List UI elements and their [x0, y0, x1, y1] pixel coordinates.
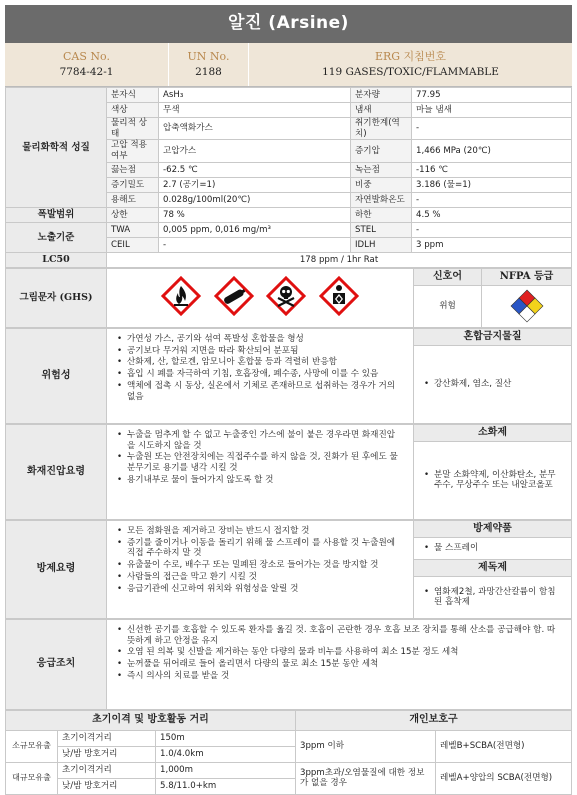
fire-section-label: 화재진압요령	[6, 424, 107, 519]
hazard-section-label: 위험성	[6, 328, 107, 423]
fire-list	[107, 424, 414, 519]
list-item: • 흡입 시 폐를 자극하여 기침, 호흡장애, 폐수종, 사망에 이를 수 있음	[117, 369, 403, 380]
stel-value: -	[412, 222, 572, 237]
ceil-key: CEIL	[107, 237, 159, 252]
large-spill-label: 대규모유출	[6, 762, 58, 794]
prop-value: 압축액화가스	[159, 118, 351, 140]
list-item: • 모든 점화원을 제거하고 장비는 반드시 접지할 것	[117, 526, 403, 537]
extinguisher-header: 소화제	[414, 424, 572, 441]
ghs-table	[5, 268, 572, 328]
signal-word-header: 신호어	[414, 268, 482, 285]
prop-value: 0.028g/100ml(20℃)	[159, 192, 351, 207]
prop-key: 증기압	[351, 140, 412, 162]
prop-key: 색상	[107, 103, 159, 118]
distance-value: 1.0/4.0km	[156, 746, 296, 762]
prop-value: 마늘 냄새	[412, 103, 572, 118]
prop-key: 녹는점	[351, 162, 412, 177]
flame-pictogram-icon	[161, 276, 201, 316]
prop-key: 물리적 상태	[107, 118, 159, 140]
ppe-level: 레벨A+양압의 SCBA(전면형)	[436, 762, 572, 794]
distance-value: 150m	[156, 730, 296, 746]
distance-value: 5.8/11.0+km	[156, 778, 296, 794]
erg-value: 119 GASES/TOXIC/FLAMMABLE	[322, 65, 499, 78]
protect-section-label: 방제요령	[6, 520, 107, 618]
small-spill-label: 소규모유출	[6, 730, 58, 762]
idlh-value: 3 ppm	[412, 237, 572, 252]
properties-table	[5, 87, 572, 268]
prop-key: 증기밀도	[107, 177, 159, 192]
list-item: • 즉시 의사의 치료를 받을 것	[117, 671, 561, 682]
prop-value: AsH₃	[159, 88, 351, 103]
prop-key: 고압 적용 여부	[107, 140, 159, 162]
erg-block	[249, 43, 572, 86]
prop-value: 3.186 (물=1)	[412, 177, 572, 192]
explosion-upper-value: 78 %	[159, 207, 351, 222]
prop-key: 분자식	[107, 88, 159, 103]
twa-key: TWA	[107, 222, 159, 237]
list-item: • 물 스프레이	[424, 543, 561, 554]
physchem-section-label: 물리화학적 성질	[6, 88, 107, 208]
cas-value: 7784-42-1	[59, 65, 114, 78]
list-item: • 오염 된 의복 및 신발을 제거하는 동안 다량의 물과 비누를 사용하여 최소 15분 정도 세척	[117, 647, 561, 658]
prop-value: 1,466 MPa (20℃)	[412, 140, 572, 162]
ppe-level: 레벨B+SCBA(전면형)	[436, 730, 572, 762]
prop-value: 무색	[159, 103, 351, 118]
protect-table	[5, 520, 572, 619]
distance-key: 초기이격거리	[58, 730, 156, 746]
explosion-lower-value: 4.5 %	[412, 207, 572, 222]
list-item: • 누출을 멈추게 할 수 없고 누출중인 가스에 불이 붙은 경우라면 화재진압을 시도하지 않을 것	[117, 430, 403, 451]
prop-key: 자연발화온도	[351, 192, 412, 207]
control-agent-list	[414, 537, 572, 559]
prop-key: 분자량	[351, 88, 412, 103]
page-title: 알진 (Arsine)	[5, 5, 572, 43]
distance-key: 낮/밤 방호거리	[58, 746, 156, 762]
fire-table	[5, 424, 572, 520]
list-item: • 응급기관에 신고하여 위치와 위험성을 알릴 것	[117, 584, 403, 595]
distance-header: 초기이격 및 방호활동 거리	[6, 710, 296, 730]
list-item: • 공기보다 무거워 지면을 따라 확산되어 분포됨	[117, 346, 403, 357]
cas-block	[5, 43, 169, 86]
list-item: • 누출원 또는 안전장치에는 직접주수를 하지 않을 것, 진화가 된 후에도 물분무기로 용기를 냉각 시킬 것	[117, 452, 403, 473]
incompatible-list	[414, 345, 572, 423]
ghs-pictograms	[107, 268, 414, 327]
firstaid-list	[107, 619, 572, 709]
ghs-section-label: 그림문자 (GHS)	[6, 268, 107, 327]
list-item: • 사람들의 접근을 막고 환기 시킬 것	[117, 572, 403, 583]
prop-key: 끓는점	[107, 162, 159, 177]
ppe-condition: 3ppm 이하	[296, 730, 436, 762]
decontaminant-list	[414, 576, 572, 618]
prop-value: 2.7 (공기=1)	[159, 177, 351, 192]
prop-value: -116 ℃	[412, 162, 572, 177]
prop-key: 취기한계(역치)	[351, 118, 412, 140]
idlh-key: IDLH	[351, 237, 412, 252]
un-label: UN No.	[187, 50, 230, 64]
list-item: • 강산화제, 염소, 질산	[424, 379, 561, 390]
prop-value: -	[412, 118, 572, 140]
prop-value: -62.5 ℃	[159, 162, 351, 177]
hazard-list	[107, 328, 414, 423]
ceil-value: -	[159, 237, 351, 252]
firstaid-section-label: 응급조치	[6, 619, 107, 709]
ppe-header: 개인보호구	[296, 710, 572, 730]
explosion-lower-key: 하한	[351, 207, 412, 222]
skull-crossbones-pictogram-icon	[266, 276, 306, 316]
extinguisher-list	[414, 441, 572, 519]
exposure-section-label: 노출기준	[6, 222, 107, 252]
hazard-table	[5, 328, 572, 424]
erg-label: ERG 지침번호	[374, 50, 447, 64]
twa-value: 0,005 ppm, 0,016 mg/m³	[159, 222, 351, 237]
distance-key: 초기이격거리	[58, 762, 156, 778]
nfpa-header: NFPA 등급	[482, 268, 572, 285]
prop-value: 고압가스	[159, 140, 351, 162]
list-item: • 산화제, 산, 할로겐, 암모니아 혼합물 등과 격렬히 반응함	[117, 357, 403, 368]
prop-key: 비중	[351, 177, 412, 192]
list-item: • 염화제2철, 과망간산칼륨이 함침된 흡착제	[424, 587, 561, 608]
un-value: 2188	[195, 65, 222, 78]
protect-list	[107, 520, 414, 618]
list-item: • 눈꺼풀을 뒤어래로 들어 올리면서 다량의 물로 최소 15분 동안 세척	[117, 659, 561, 670]
firstaid-table	[5, 619, 572, 710]
distance-value: 1,000m	[156, 762, 296, 778]
cas-label: CAS No.	[63, 50, 110, 64]
distance-key: 낮/밤 방호거리	[58, 778, 156, 794]
prop-key: 용해도	[107, 192, 159, 207]
list-item: • 신선한 공기를 호흡할 수 있도록 환자를 옮길 것. 호흡이 곤란한 경우 호흡 보조 장치를 통해 산소를 공급해야 함. 따뜻하게 하고 안정을 유지	[117, 625, 561, 646]
list-item: • 분말 소화약제, 이산화탄소, 분무주수, 무상주수 또는 내알코올포	[424, 470, 561, 491]
explosion-section-label: 폭발범위	[6, 207, 107, 222]
list-item: • 액체에 접촉 시 동상, 실온에서 기체로 존재하므로 섭취하는 경우가 거의 없음	[117, 381, 403, 402]
stel-key: STEL	[351, 222, 412, 237]
un-block	[169, 43, 249, 86]
gas-cylinder-pictogram-icon	[214, 276, 254, 316]
distance-ppe-table	[5, 710, 572, 795]
list-item: • 증기를 줄이거나 이동을 돌리기 위해 물 스프레이 를 사용할 것 누출원에 직접 주수하지 말 것	[117, 538, 403, 559]
msds-sheet	[5, 5, 572, 795]
decontaminant-header: 제독제	[414, 559, 572, 576]
identifier-bar	[5, 43, 572, 87]
prop-value: -	[412, 192, 572, 207]
lc50-section-label: LC50	[6, 252, 107, 267]
incompatible-header: 혼합금지물질	[414, 328, 572, 345]
list-item: • 가연성 가스, 공기와 섞여 폭발성 혼합물을 형성	[117, 334, 403, 345]
nfpa-diamond-icon	[482, 285, 572, 327]
list-item: • 유출물이 수로, 배수구 또는 밀폐된 장소로 들어가는 것을 방지할 것	[117, 560, 403, 571]
prop-value: 77.95	[412, 88, 572, 103]
lc50-value: 178 ppm / 1hr Rat	[107, 252, 572, 267]
list-item: • 용기내부로 물이 들어가지 않도록 할 것	[117, 475, 403, 486]
prop-key: 냄새	[351, 103, 412, 118]
health-hazard-pictogram-icon	[319, 276, 359, 316]
control-agent-header: 방제약품	[414, 520, 572, 537]
ppe-condition: 3ppm초과/오염물질에 대한 정보가 없을 경우	[296, 762, 436, 794]
signal-word-value: 위험	[414, 285, 482, 327]
explosion-upper-key: 상한	[107, 207, 159, 222]
